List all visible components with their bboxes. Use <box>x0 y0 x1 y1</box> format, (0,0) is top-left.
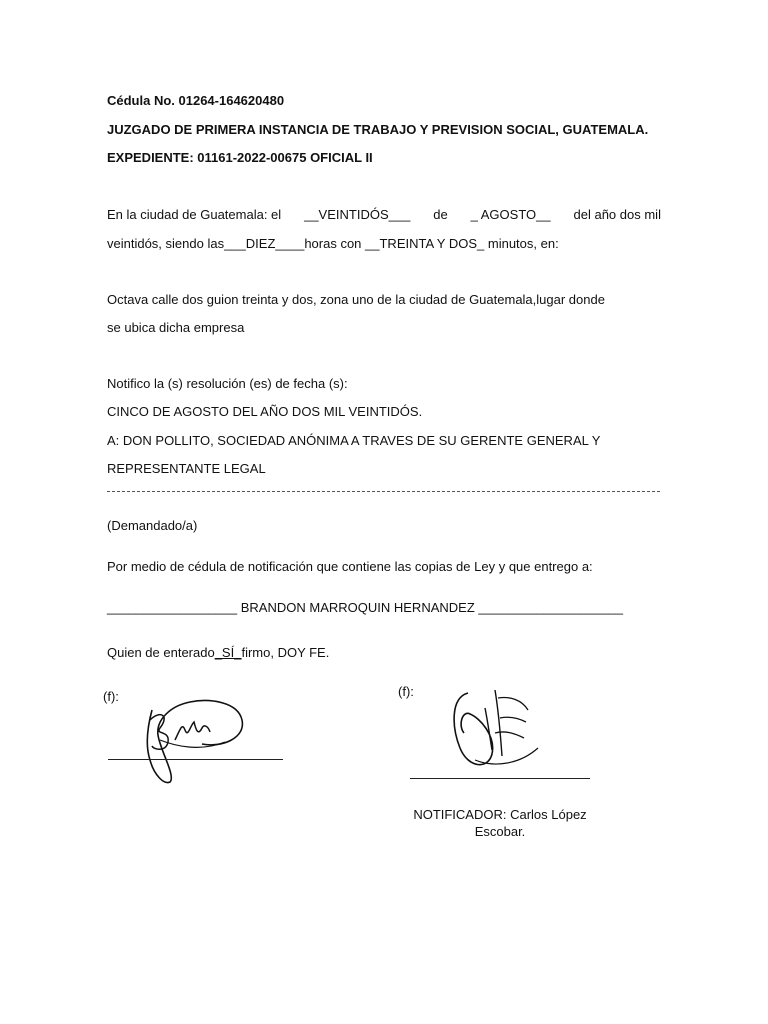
left-signature <box>130 680 260 790</box>
closing-statement <box>107 645 329 661</box>
right-signature-line <box>410 778 590 779</box>
date-text-c: del año dos mil <box>573 207 661 222</box>
date-text-e: horas con <box>304 236 362 251</box>
defendant-label: (Demandado/a) <box>107 518 198 533</box>
dashed-separator <box>107 491 660 492</box>
notifier-line-2: Escobar. <box>474 824 526 839</box>
date-text-d: veintidós, siendo las <box>107 236 225 251</box>
date-month: _ AGOSTO__ <box>470 207 551 222</box>
closing-text-b: firmo, DOY FE. <box>241 645 330 660</box>
date-line-2 <box>107 236 559 252</box>
case-number: EXPEDIENTE: 01161-2022-00675 OFICIAL II <box>107 150 373 165</box>
recipient-name: __________________ BRANDON MARROQUIN HERNANDEZ ____________________ <box>107 600 623 615</box>
cedula-number: Cédula No. 01264-164620480 <box>107 93 285 108</box>
address-line-1: Octava calle dos guion treinta y dos, zona uno de la ciudad de Guatemala,lugar donde <box>107 292 605 307</box>
notifier-name <box>400 806 600 840</box>
date-hours: ___DIEZ____ <box>224 236 305 251</box>
right-signature-label: (f): <box>398 684 414 699</box>
date-text-b: de <box>433 207 448 222</box>
date-minutes: __TREINTA Y DOS_ <box>365 236 485 251</box>
date-line-1 <box>107 207 661 223</box>
resolution-recipient-cont: REPRESENTANTE LEGAL <box>107 461 266 476</box>
date-text-a: En la ciudad de Guatemala: el <box>107 207 282 222</box>
court-name: JUZGADO DE PRIMERA INSTANCIA DE TRABAJO Y PREVISION SOCIAL, GUATEMALA. <box>107 122 649 137</box>
closing-text-a: Quien de enterado <box>107 645 215 660</box>
closing-si: _SÍ_ <box>214 645 242 660</box>
resolution-intro: Notifico la (s) resolución (es) de fecha (s): <box>107 376 348 391</box>
address-line-2: se ubica dicha empresa <box>107 320 245 335</box>
notifier-line-1: NOTIFICADOR: Carlos López <box>413 807 587 822</box>
date-text-f: minutos, en: <box>487 236 559 251</box>
delivery-statement: Por medio de cédula de notificación que contiene las copias de Ley y que entrego a: <box>107 559 593 574</box>
left-signature-line <box>108 759 283 760</box>
left-signature-label: (f): <box>103 689 119 704</box>
right-signature <box>440 678 550 778</box>
resolution-date: CINCO DE AGOSTO DEL AÑO DOS MIL VEINTIDÓS. <box>107 404 423 419</box>
resolution-recipient: A: DON POLLITO, SOCIEDAD ANÓNIMA A TRAVES DE SU GERENTE GENERAL Y <box>107 433 601 448</box>
date-day: __VEINTIDÓS___ <box>304 207 411 222</box>
